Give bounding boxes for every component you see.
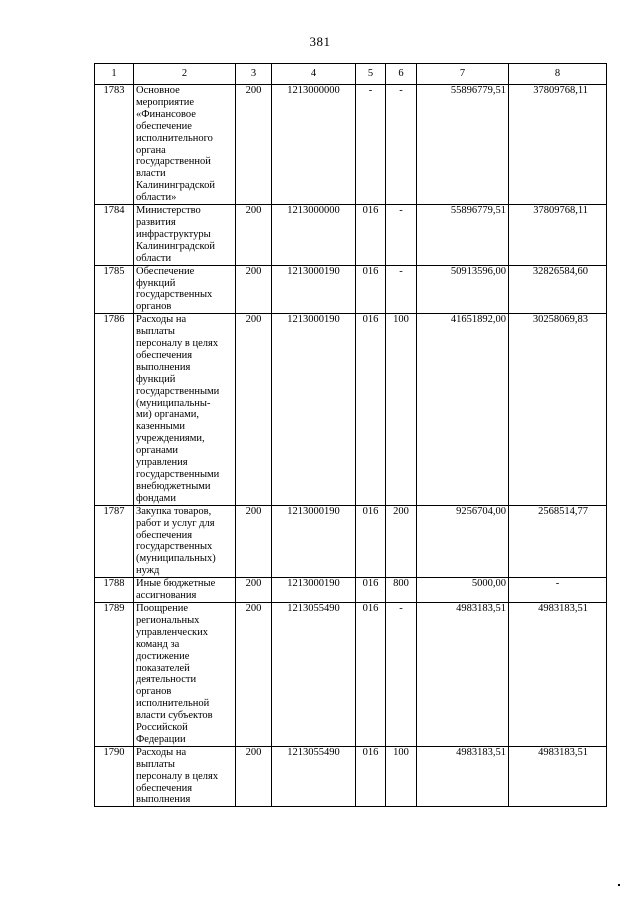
expense-type-cell: - [386, 85, 417, 205]
row-name-cell: Закупка товаров, работ и услуг для обеспечения государственных (муниципальных) нужд [134, 505, 236, 577]
table-header-row [95, 64, 607, 85]
row-name-cell: Обеспечение функций государственных органов [134, 265, 236, 314]
ministry-code-cell: 016 [356, 746, 386, 807]
target-article-cell: 1213000190 [272, 314, 356, 506]
budget-table [94, 63, 607, 807]
section-code-cell: 200 [236, 85, 272, 205]
amount-col7-cell: 41651892,00 [417, 314, 509, 506]
amount-col7-cell: 5000,00 [417, 578, 509, 603]
expense-type-cell: 100 [386, 746, 417, 807]
table-row [95, 505, 607, 577]
row-number-cell: 1787 [95, 505, 134, 577]
ministry-code-cell: 016 [356, 602, 386, 746]
column-header: 2 [134, 64, 236, 85]
row-number-cell: 1784 [95, 205, 134, 266]
ministry-code-cell: 016 [356, 505, 386, 577]
section-code-cell: 200 [236, 265, 272, 314]
row-number-cell: 1785 [95, 265, 134, 314]
table-row [95, 746, 607, 807]
ministry-code-cell: 016 [356, 265, 386, 314]
table-row [95, 205, 607, 266]
ministry-code-cell: 016 [356, 205, 386, 266]
target-article-cell: 1213055490 [272, 746, 356, 807]
expense-type-cell: - [386, 265, 417, 314]
target-article-cell: 1213000190 [272, 505, 356, 577]
ministry-code-cell: 016 [356, 314, 386, 506]
row-name-cell: Иные бюджетные ассигнования [134, 578, 236, 603]
amount-col7-cell: 4983183,51 [417, 602, 509, 746]
scan-speck [618, 884, 620, 886]
expense-type-cell: 200 [386, 505, 417, 577]
section-code-cell: 200 [236, 505, 272, 577]
column-header: 5 [356, 64, 386, 85]
column-header: 1 [95, 64, 134, 85]
column-header: 6 [386, 64, 417, 85]
column-header: 4 [272, 64, 356, 85]
target-article-cell: 1213055490 [272, 602, 356, 746]
row-number-cell: 1790 [95, 746, 134, 807]
amount-col7-cell: 9256704,00 [417, 505, 509, 577]
amount-col7-cell: 4983183,51 [417, 746, 509, 807]
amount-col7-cell: 55896779,51 [417, 205, 509, 266]
target-article-cell: 1213000190 [272, 578, 356, 603]
column-header: 3 [236, 64, 272, 85]
ministry-code-cell: - [356, 85, 386, 205]
section-code-cell: 200 [236, 314, 272, 506]
section-code-cell: 200 [236, 205, 272, 266]
column-header: 8 [509, 64, 607, 85]
amount-col7-cell: 50913596,00 [417, 265, 509, 314]
target-article-cell: 1213000000 [272, 205, 356, 266]
amount-col8-cell: 4983183,51 [509, 602, 607, 746]
column-header: 7 [417, 64, 509, 85]
amount-col8-cell: 4983183,51 [509, 746, 607, 807]
amount-col8-cell: 37809768,11 [509, 85, 607, 205]
ministry-code-cell: 016 [356, 578, 386, 603]
row-name-cell: Расходы на выплаты персоналу в целях обеспечения выполнения функций государственными (муниципальны- ми) органами, казенными учреждениями, органами управления государственными внебюджетными фондами [134, 314, 236, 506]
page-number: 381 [309, 34, 331, 49]
section-code-cell: 200 [236, 578, 272, 603]
section-code-cell: 200 [236, 746, 272, 807]
table-row [95, 602, 607, 746]
section-code-cell: 200 [236, 602, 272, 746]
target-article-cell: 1213000000 [272, 85, 356, 205]
row-name-cell: Основное мероприятие «Финансовое обеспечение исполнительного органа государственной власти Калининградской области» [134, 85, 236, 205]
expense-type-cell: - [386, 602, 417, 746]
table-row [95, 85, 607, 205]
row-name-cell: Министерство развития инфраструктуры Калининградской области [134, 205, 236, 266]
row-name-cell: Расходы на выплаты персоналу в целях обеспечения выполнения [134, 746, 236, 807]
expense-type-cell: 800 [386, 578, 417, 603]
amount-col7-cell: 55896779,51 [417, 85, 509, 205]
amount-col8-cell: 2568514,77 [509, 505, 607, 577]
target-article-cell: 1213000190 [272, 265, 356, 314]
amount-col8-cell: - [509, 578, 607, 603]
amount-col8-cell: 32826584,60 [509, 265, 607, 314]
amount-col8-cell: 30258069,83 [509, 314, 607, 506]
row-name-cell: Поощрение региональных управленческих команд за достижение показателей деятельности органов исполнительной власти субъектов Российской Федерации [134, 602, 236, 746]
row-number-cell: 1789 [95, 602, 134, 746]
table-row [95, 265, 607, 314]
row-number-cell: 1788 [95, 578, 134, 603]
row-number-cell: 1786 [95, 314, 134, 506]
table-row [95, 578, 607, 603]
amount-col8-cell: 37809768,11 [509, 205, 607, 266]
row-number-cell: 1783 [95, 85, 134, 205]
expense-type-cell: - [386, 205, 417, 266]
expense-type-cell: 100 [386, 314, 417, 506]
table-row [95, 314, 607, 506]
